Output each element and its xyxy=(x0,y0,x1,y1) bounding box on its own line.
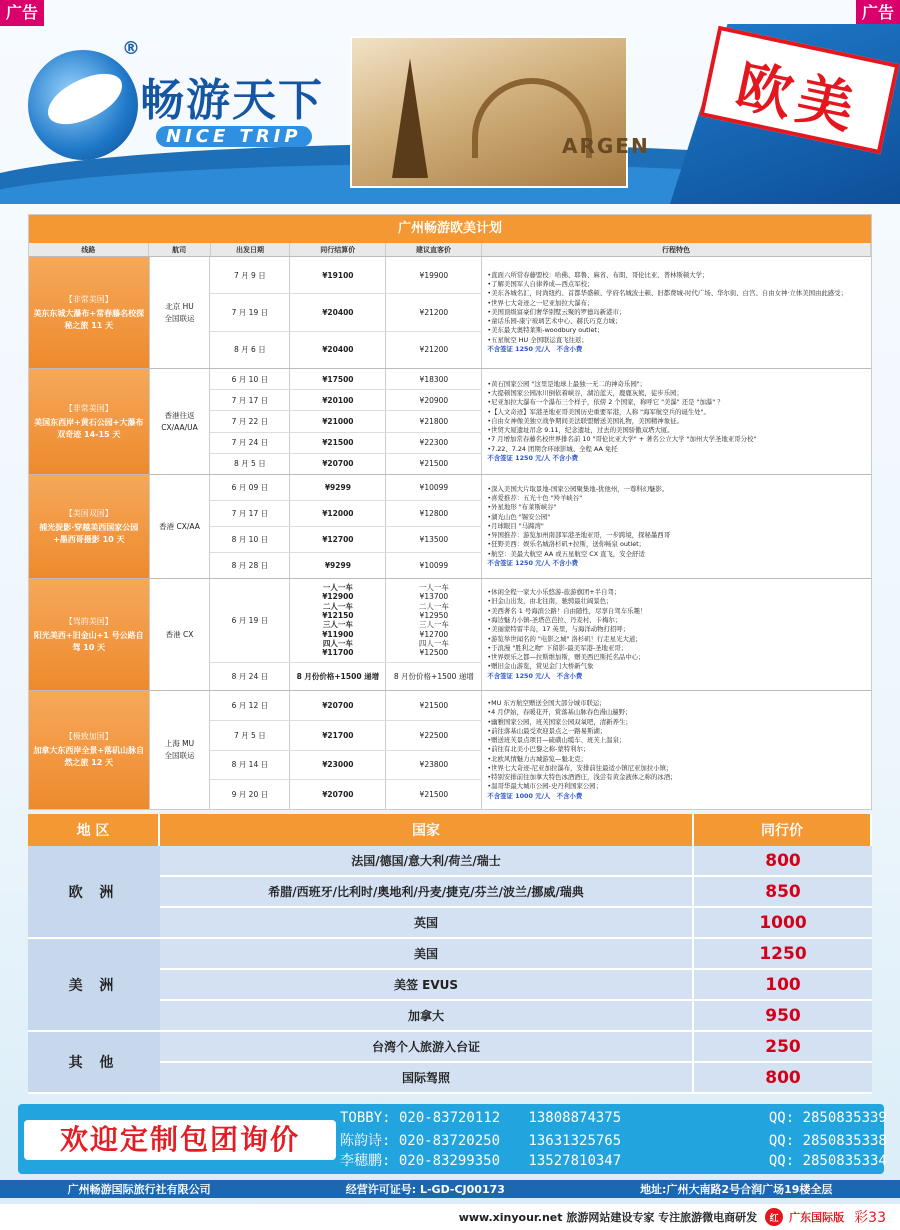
route-cell xyxy=(29,369,149,474)
visa-header-row xyxy=(28,814,872,846)
tier-label: 四人一车 xyxy=(418,639,449,648)
feature-item: •美东最大奥特莱斯-woodbury outlet； xyxy=(487,326,604,335)
table-row xyxy=(160,908,872,939)
departure-rows xyxy=(210,369,482,474)
tier-price: ¥12150 xyxy=(322,610,354,620)
route-cell xyxy=(29,579,149,690)
country-list: 美签 EVUS xyxy=(160,970,694,999)
country-list: 国际驾照 xyxy=(160,1063,694,1092)
feature-list xyxy=(482,579,871,690)
feature-item: •尼亚加拉大瀑布一个瀑布三个样子，依傍 2 个国家，称呼它 "美瀑" 还是 "加瀑" ？ xyxy=(487,398,724,407)
retail-price-tiers xyxy=(386,579,482,662)
route-name: 美东东城大瀑布+常春藤名校探秘之旅 11 天 xyxy=(33,308,145,330)
contact-mobile: 13808874375 xyxy=(528,1110,622,1126)
col-route: 线路 xyxy=(29,243,149,256)
feature-item: •航空：美最大航空 AA 或五星航空 CX 直飞，安全舒适 xyxy=(487,549,645,558)
visa-price-table xyxy=(28,814,872,1096)
retail-price: ¥21200 xyxy=(386,332,482,368)
route-cell xyxy=(29,691,149,809)
airline-line: 上海 MU xyxy=(164,739,195,748)
country-list: 美国 xyxy=(160,939,694,968)
peer-price: ¥12700 xyxy=(290,527,386,552)
region-block xyxy=(28,939,872,1032)
feature-item: •直面六所常春藤盟校：哈佛、耶鲁、麻省、布朗、哥伦比亚、普林斯顿大学； xyxy=(487,270,709,279)
table-row xyxy=(210,501,482,527)
feature-item: •了解美国军人自律养成—西点军校； xyxy=(487,280,594,289)
route-tag: 【非常美国】 xyxy=(64,294,113,304)
country-list: 英国 xyxy=(160,908,694,937)
table-row xyxy=(210,369,482,390)
visa-note: 不含签证 1250 元/人 不含小费 xyxy=(487,453,579,462)
feature-item: •7.22、7.24 团期含环球影城、全程 AA 免托 xyxy=(487,444,618,453)
feature-item: •世界七大奇迹之一尼亚加拉大瀑布； xyxy=(487,298,594,307)
route-cell xyxy=(29,475,149,578)
feature-item: •特别安排前往加拿大特色冰酒酒庄，浅尝有黄金液体之称的冰酒； xyxy=(487,773,677,782)
route-cell xyxy=(29,257,149,368)
tour-group xyxy=(29,475,871,579)
route-tag: 【非常美国】 xyxy=(64,403,113,413)
feature-item: •世界娱乐之都—拉斯维加斯，赠美西巴斯托名品中心； xyxy=(487,653,645,662)
feature-item: •异国推荐：游览加州南部军港圣地亚哥，一步跨境，探秘墨西哥 xyxy=(487,531,671,540)
table-row xyxy=(210,332,482,368)
page-number: 彩33 xyxy=(854,1210,886,1226)
contact-line xyxy=(340,1110,887,1126)
visa-note: 不含签证 1000 元/人 不含小费 xyxy=(487,791,583,800)
peer-price: ¥9299 xyxy=(290,553,386,578)
peer-price: ¥20400 xyxy=(290,332,386,368)
retail-price: ¥21800 xyxy=(386,411,482,431)
region-block xyxy=(28,1032,872,1094)
visa-note: 不含签证 1250 元/人 不含小费 xyxy=(487,671,583,680)
feature-item: •自由女神像美独立战争期间美法联盟赠送美国礼物，美国精神象征。 xyxy=(487,416,683,425)
departure-date: 7 月 5 日 xyxy=(210,721,290,750)
logo-name: 畅游天下 xyxy=(140,75,324,126)
route-tag: 【驾韵美国】 xyxy=(64,616,113,626)
contact-qq: QQ: 2850835339 xyxy=(768,1110,887,1126)
visa-price: 1250 xyxy=(694,939,872,968)
departure-date: 8 月 24 日 xyxy=(210,663,290,691)
header-banner xyxy=(0,24,900,204)
table-row xyxy=(160,1063,872,1094)
feature-item: •月球眼目 "马蹄湾" xyxy=(487,521,544,530)
peer-price: 8 月份价格+1500 递增 xyxy=(290,663,386,691)
airline-line: 香港 CX/AA xyxy=(159,521,200,531)
table-row xyxy=(160,970,872,1001)
airline-line: 香港 CX xyxy=(165,629,194,639)
col-price: 同行价 xyxy=(694,814,872,846)
departure-date: 6 月 12 日 xyxy=(210,691,290,720)
visa-price: 800 xyxy=(694,846,872,875)
col-airline: 航司 xyxy=(149,243,211,256)
table-row xyxy=(210,553,482,578)
table-row xyxy=(210,527,482,553)
feature-item: •于浪漫 "胜利之吻" 下留影-最美军港-圣地亚哥； xyxy=(487,643,628,652)
retail-price: ¥21500 xyxy=(386,780,482,809)
departure-rows xyxy=(210,475,482,578)
airline-line: CX/AA/UA xyxy=(161,422,198,432)
retail-price: ¥12800 xyxy=(386,501,482,526)
plan-header-row xyxy=(29,243,871,257)
feature-item: •美国顶级富豪们奢华别墅云聚的罗德岛新港市； xyxy=(487,307,626,316)
peer-price: ¥20700 xyxy=(290,454,386,474)
feature-item: •喜爱推荐：五光十色 "羚羊峡谷" xyxy=(487,494,583,503)
feature-item: •美丽蒙特雷半岛，17 英里，与海洋动物打招呼； xyxy=(487,625,630,634)
tier-price: ¥11900 xyxy=(322,629,354,639)
col-retail-price: 建议直客价 xyxy=(386,243,482,256)
retail-price: 8 月份价格+1500 递增 xyxy=(386,663,482,691)
departure-date: 6 月 09 日 xyxy=(210,475,290,500)
retail-price: ¥21500 xyxy=(386,454,482,474)
departure-date: 6 月 10 日 xyxy=(210,369,290,389)
tier-label: 三人一车 xyxy=(322,620,353,630)
visa-note: 不含签证 1250 元/人 不含小费 xyxy=(487,558,579,567)
col-features: 行程特色 xyxy=(482,243,871,256)
airline-line: 香港往返 xyxy=(164,410,195,420)
tier-price: ¥12500 xyxy=(419,648,449,658)
retail-price: ¥10099 xyxy=(386,475,482,500)
contact-name-phone: TOBBY: 020-83720112 xyxy=(340,1110,501,1126)
country-list: 希腊/西班牙/比利时/奥地利/丹麦/捷克/芬兰/波兰/挪威/瑞典 xyxy=(160,877,694,906)
departure-date: 6 月 19 日 xyxy=(210,579,290,662)
country-list: 台湾个人旅游入台证 xyxy=(160,1032,694,1061)
peer-price: ¥19100 xyxy=(290,257,386,293)
departure-date: 8 月 5 日 xyxy=(210,454,290,474)
region-name: 其 他 xyxy=(28,1032,160,1094)
airline-cell xyxy=(149,579,211,690)
visa-price: 800 xyxy=(694,1063,872,1092)
tier-label: 一人一车 xyxy=(322,582,353,592)
tier-price: ¥12950 xyxy=(419,610,449,620)
route-name: 捕光捉影·穿越美西国家公园+墨西哥摄影 10 天 xyxy=(39,522,139,544)
col-peer-price: 同行结算价 xyxy=(290,243,386,256)
tier-label: 一人一车 xyxy=(418,582,449,592)
contact-name-phone: 陈韵诗: 020-83720250 xyxy=(340,1133,501,1149)
tier-label: 三人一车 xyxy=(418,620,449,630)
departure-date: 7 月 17 日 xyxy=(210,501,290,526)
table-row xyxy=(210,663,482,691)
site-credit: www.xinyour.net 旅游网站建设专家 专注旅游微电商研发 xyxy=(458,1211,758,1224)
visa-price: 100 xyxy=(694,970,872,999)
europe-landmarks-photo xyxy=(350,36,650,188)
feature-item: •游览举世闻名的 "电影之城" 洛杉矶！行走星光大道； xyxy=(487,634,642,643)
tier-price: ¥13700 xyxy=(419,592,449,602)
visa-price: 850 xyxy=(694,877,872,906)
peer-price: ¥21000 xyxy=(290,411,386,431)
table-row xyxy=(210,411,482,432)
retail-price: ¥21500 xyxy=(386,691,482,720)
tier-label: 二人一车 xyxy=(418,601,449,611)
tier-price: ¥11700 xyxy=(322,648,354,658)
feature-item: •童话乐园-康宁玻璃艺术中心、赫氏巧克力城； xyxy=(487,317,622,326)
table-row xyxy=(160,939,872,970)
country-list: 加拿大 xyxy=(160,1001,694,1030)
table-row xyxy=(210,390,482,411)
table-row xyxy=(160,846,872,877)
feature-item: •赠旧金山游览，赏见金门大桥新气象 xyxy=(487,662,594,671)
peer-price: ¥17500 xyxy=(290,369,386,389)
table-row xyxy=(210,751,482,781)
magazine-edition: 广东国际版 xyxy=(789,1211,845,1224)
publication-footer xyxy=(0,1204,900,1230)
airline-cell xyxy=(149,257,211,368)
registered-mark: ® xyxy=(122,38,140,59)
col-date: 出发日期 xyxy=(211,243,291,256)
table-row xyxy=(210,433,482,454)
feature-item: •【人文奇迹】军港圣地亚哥美国历史重要军港，人称 "海军航空兵的诞生处"。 xyxy=(487,407,710,416)
departure-date: 7 月 17 日 xyxy=(210,390,290,410)
route-name: 加拿大东西岸全景+落矶山脉自然之旅 12 天 xyxy=(33,746,145,767)
region-name: 欧 洲 xyxy=(28,846,160,939)
welcome-slogan: 欢迎定制包团询价 xyxy=(24,1120,336,1160)
departure-date: 8 月 6 日 xyxy=(210,332,290,368)
visa-price: 1000 xyxy=(694,908,872,937)
peer-price-tiers xyxy=(290,579,386,662)
peer-price: ¥23000 xyxy=(290,751,386,780)
departure-date: 7 月 19 日 xyxy=(210,294,290,330)
feature-item: •深入美国大片取景地-国家公园聚集地-犹他州，一尊科幻魅影。 xyxy=(487,484,669,493)
tier-label: 二人一车 xyxy=(322,601,353,611)
contact-qq: QQ: 2850835334 xyxy=(768,1153,887,1169)
airline-cell xyxy=(149,369,211,474)
photo-sign-text: ARGEN xyxy=(562,134,650,158)
region-rows xyxy=(160,1032,872,1094)
plan-title: 广州畅游欧美计划 xyxy=(29,215,871,243)
airline-cell xyxy=(149,475,211,578)
tour-group xyxy=(29,691,871,809)
region-block xyxy=(28,846,872,939)
region-title: 欧美 xyxy=(730,52,866,143)
visa-price: 950 xyxy=(694,1001,872,1030)
table-row xyxy=(210,257,482,294)
contact-mobile: 13527810347 xyxy=(528,1153,622,1169)
magazine-logo-icon: 红 xyxy=(765,1208,783,1226)
col-region: 地 区 xyxy=(28,814,160,846)
contact-banner xyxy=(18,1104,887,1174)
contact-line xyxy=(340,1150,887,1170)
tier-price: ¥12900 xyxy=(322,592,354,602)
feature-item: •美东各城名汇，时尚纽约、首都华盛顿、学府名城波士顿、旧都费城-时代广场、华尔街、白宫、自由女神·立体美国由此感受； xyxy=(487,289,847,298)
feature-item: •旧金山出发，由北往南，驰骋最壮阔景色； xyxy=(487,597,613,606)
table-row xyxy=(210,475,482,501)
departure-date: 7 月 24 日 xyxy=(210,433,290,453)
route-name: 美国东西岸+黄石公园+大瀑布双奇迹 14-15 天 xyxy=(34,417,144,439)
feature-item: •美西著名 1 号海滨公路！自由随性，尽享自驾车乐趣！ xyxy=(487,606,647,615)
peer-price: ¥9299 xyxy=(290,475,386,500)
table-row xyxy=(210,294,482,331)
route-tag: 【美国双国】 xyxy=(64,508,113,518)
region-rows xyxy=(160,939,872,1032)
eiffel-tower-icon xyxy=(392,58,428,178)
retail-price: ¥21200 xyxy=(386,294,482,330)
airline-line: 北京 HU xyxy=(165,301,194,311)
feature-item: •北欧风情魅力古城游览—魁北克； xyxy=(487,754,588,763)
visa-note: 不含签证 1250 元/人 不含小费 xyxy=(487,344,583,353)
route-name: 阳光美西+旧金山+1 号公路自驾 10 天 xyxy=(33,630,144,652)
feature-item: •4 月伊始，春暖花开，赏落基山脉春色漫山遍野； xyxy=(487,708,632,717)
feature-item: •海边魅力小镇-圣塔芭芭拉、丹麦村、卡梅尔； xyxy=(487,615,622,624)
feature-list xyxy=(482,475,871,578)
retail-price: ¥19900 xyxy=(386,257,482,293)
peer-price: ¥20700 xyxy=(290,691,386,720)
departure-date: 9 月 20 日 xyxy=(210,780,290,809)
departure-date: 8 月 10 日 xyxy=(210,527,290,552)
license-number: 经营许可证号: L-GD-CJ00173 xyxy=(345,1183,505,1196)
peer-price: ¥20100 xyxy=(290,390,386,410)
feature-item: •温哥华最大城市公园-史丹利国家公园； xyxy=(487,782,603,791)
feature-item: •休闲全程一家大小乐悠游-旅游旗团+半自驾； xyxy=(487,588,621,597)
price-stack xyxy=(419,583,449,658)
feature-item: •世界七大奇迹-尼亚加拉瀑布，安排前往最适小镇尼亚加拉小镇； xyxy=(487,763,673,772)
feature-item: •黄石国家公园 "这里是地球上最独一无二的神奇乐园"； xyxy=(487,379,647,388)
departure-rows xyxy=(210,579,482,690)
ad-label-right: 广告 xyxy=(856,0,900,26)
tour-group xyxy=(29,257,871,369)
tier-label: 四人一车 xyxy=(322,639,353,648)
retail-price: ¥22500 xyxy=(386,721,482,750)
retail-price: ¥10099 xyxy=(386,553,482,578)
tour-group xyxy=(29,369,871,475)
airline-cell xyxy=(149,691,211,809)
departure-date: 8 月 28 日 xyxy=(210,553,290,578)
visa-price: 250 xyxy=(694,1032,872,1061)
departure-rows xyxy=(210,691,482,809)
tour-plan-table xyxy=(28,214,872,810)
contact-name-phone: 李穗鹏: 020-83299350 xyxy=(340,1153,501,1169)
company-name: 广州畅游国际旅行社有限公司 xyxy=(67,1183,211,1196)
feature-item: •MU 东方航空赠送全国大部分城市联运； xyxy=(487,698,606,707)
retail-price: ¥13500 xyxy=(386,527,482,552)
retail-price: ¥22300 xyxy=(386,433,482,453)
table-row xyxy=(210,691,482,721)
region-name: 美 洲 xyxy=(28,939,160,1032)
peer-price: ¥20700 xyxy=(290,780,386,809)
feature-item: •外星地形 "布莱斯峡谷" xyxy=(487,503,557,512)
region-rows xyxy=(160,846,872,939)
footer-bar xyxy=(0,1180,900,1198)
company-address: 地址:广州大南路2号合润广场19楼全层 xyxy=(640,1183,833,1196)
contact-qq: QQ: 2850835338 xyxy=(768,1133,887,1149)
table-row xyxy=(160,1032,872,1063)
feature-item: •幽雅国家公园，班芙国家公园双氧吧，清新养生； xyxy=(487,717,632,726)
feature-item: •五星航空 HU 全国联运直飞往返； xyxy=(487,335,588,344)
tier-price: ¥12700 xyxy=(419,629,449,639)
table-row xyxy=(210,780,482,809)
feature-item: •大提顿国家公园冰川倒依着峡谷，湖泊蓝天，鹿鹿灰熊，徒步乐园； xyxy=(487,389,683,398)
feature-item: •狂野美西：娱乐名城洛杉矶+拉斯，送你畅泉 outlet； xyxy=(487,540,646,549)
retail-price: ¥18300 xyxy=(386,369,482,389)
departure-rows xyxy=(210,257,482,368)
airline-line: 全国联运 xyxy=(164,313,195,323)
col-country: 国家 xyxy=(160,814,694,846)
table-row xyxy=(160,1001,872,1032)
table-row xyxy=(160,877,872,908)
table-row xyxy=(210,454,482,474)
peer-price: ¥20400 xyxy=(290,294,386,330)
logo-subtitle: NICE TRIP xyxy=(156,126,312,147)
price-stack xyxy=(322,583,353,658)
feature-list xyxy=(482,691,871,809)
feature-item: •前往落基山最受欢迎景点之一路易斯湖； xyxy=(487,726,607,735)
ad-label-left: 广告 xyxy=(0,0,44,26)
table-row xyxy=(210,579,482,663)
feature-list xyxy=(482,257,871,368)
feature-item: •7 月增加常春藤名校世界排名前 10 "哥伦比亚大学" + 著名公立大学 "加州大学圣地亚哥分校" xyxy=(487,435,757,444)
retail-price: ¥20900 xyxy=(386,390,482,410)
peer-price: ¥21700 xyxy=(290,721,386,750)
feature-item: •赠送班芙景点项目—硫磺山缆车、班芙上温泉； xyxy=(487,736,626,745)
contact-mobile: 13631325765 xyxy=(528,1133,622,1149)
retail-price: ¥23800 xyxy=(386,751,482,780)
departure-date: 7 月 22 日 xyxy=(210,411,290,431)
country-list: 法国/德国/意大利/荷兰/瑞士 xyxy=(160,846,694,875)
feature-item: •湖光山色 "锡安公园" xyxy=(487,512,551,521)
peer-price: ¥12000 xyxy=(290,501,386,526)
feature-list xyxy=(482,369,871,474)
contact-line xyxy=(340,1130,887,1150)
airline-line: 全国联运 xyxy=(164,751,195,760)
departure-date: 7 月 9 日 xyxy=(210,257,290,293)
feature-item: •世贸大厦遗址吊念 9.11，纪念遗址，过去的美国骄傲双塔大厦。 xyxy=(487,426,674,435)
feature-item: •前往有北美小巴黎之称-蒙特利尔； xyxy=(487,745,590,754)
tour-group xyxy=(29,579,871,691)
departure-date: 8 月 14 日 xyxy=(210,751,290,780)
route-tag: 【极致加国】 xyxy=(64,732,113,741)
peer-price: ¥21500 xyxy=(290,433,386,453)
table-row xyxy=(210,721,482,751)
